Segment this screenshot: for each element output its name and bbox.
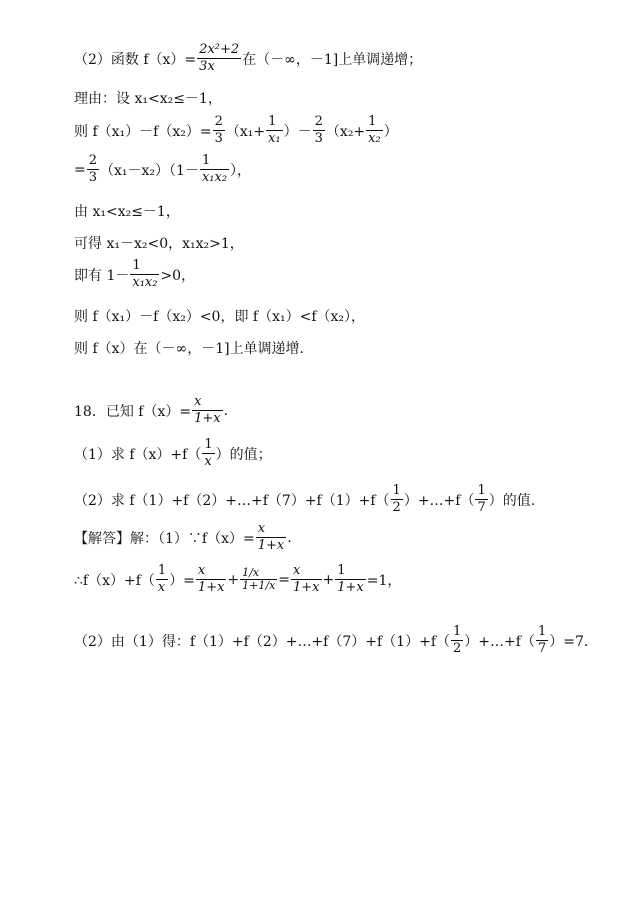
text: . xyxy=(223,402,229,419)
p2-line7 xyxy=(74,258,195,291)
denominator: 1+x xyxy=(194,411,221,426)
fraction xyxy=(213,114,225,147)
fraction xyxy=(291,563,322,596)
numerator: x xyxy=(257,521,266,536)
p2-line3 xyxy=(74,114,398,147)
denominator: x₁x₂ xyxy=(132,275,158,290)
text: . xyxy=(287,529,292,546)
numerator: 1 xyxy=(368,114,377,129)
numerator: 2 xyxy=(88,153,98,168)
numerator: 1 xyxy=(132,258,141,273)
numerator: 1 xyxy=(204,437,213,452)
numerator: 1 xyxy=(537,624,547,639)
fraction xyxy=(313,114,325,147)
text: + xyxy=(227,571,240,588)
text: ）=7. xyxy=(549,633,589,650)
text: （x₁－x₂）（1－ xyxy=(100,162,199,179)
text: = xyxy=(278,571,291,588)
denominator: 2 xyxy=(392,500,401,515)
q18-line5 xyxy=(74,563,401,596)
denominator: 3 xyxy=(88,170,98,185)
denominator: 1+x xyxy=(293,580,320,595)
text: 则 f（x）在（－∞，－1]上单调递增. xyxy=(74,341,305,357)
fraction xyxy=(391,483,403,516)
text: + xyxy=(322,571,335,588)
text: 即有 1－ xyxy=(74,267,130,284)
denominator: 7 xyxy=(477,500,486,515)
text: （2）由（1）得：f（1）+f（2）+…+f（7）+f（1）+f（ xyxy=(74,633,451,650)
p2-line8 xyxy=(74,306,365,326)
denominator: 3 xyxy=(314,131,323,146)
fraction xyxy=(200,153,229,186)
fraction xyxy=(202,437,214,470)
text: 则 f（x₁）－f（x₂）= xyxy=(74,123,212,140)
q18-line4 xyxy=(74,521,292,554)
text: 18．已知 f（x）= xyxy=(74,403,192,420)
numerator: x xyxy=(194,394,202,409)
numerator: x xyxy=(197,563,206,578)
fraction xyxy=(196,563,227,596)
numerator: 2 xyxy=(314,114,323,129)
text: （2）函数 f（x）= xyxy=(74,51,197,68)
text: 则 f（x₁）－f（x₂）<0，即 f（x₁）<f（x₂）， xyxy=(74,309,366,325)
fraction xyxy=(536,624,548,657)
text: ）+…+f（ xyxy=(464,633,535,650)
text: （2）求 f（1）+f（2）+…+f（7）+f（1）+f（ xyxy=(74,492,390,509)
text: 在（－∞，－1]上单调递增； xyxy=(242,51,423,68)
numerator: 1 xyxy=(337,563,346,578)
q18-line1 xyxy=(74,394,228,427)
text: 理由：设 x₁<x₂≤－1， xyxy=(74,91,222,107)
denominator: 2 xyxy=(453,641,462,656)
numerator: 1/x xyxy=(242,566,260,579)
text: ∴f（x）+f（ xyxy=(74,572,155,589)
numerator: 1 xyxy=(392,483,401,498)
denominator: x₂ xyxy=(368,131,381,146)
p2-line2 xyxy=(74,88,222,108)
numerator: 1 xyxy=(157,563,167,578)
numerator: x xyxy=(293,563,301,578)
text: 【解答】解：（1）∵f（x）= xyxy=(74,530,255,547)
numerator: 1 xyxy=(201,153,211,168)
numerator: 1 xyxy=(268,114,277,129)
denominator: 1+x xyxy=(197,580,225,595)
p2-line4 xyxy=(74,153,251,186)
p2-line1 xyxy=(74,42,422,75)
numerator: 2x²+2 xyxy=(199,42,240,57)
fraction xyxy=(266,114,283,147)
text: 可得 x₁－x₂<0，x₁x₂>1， xyxy=(74,236,244,252)
denominator: x₁x₂ xyxy=(201,170,228,185)
text: =1， xyxy=(366,572,402,589)
text: ）， xyxy=(230,162,252,179)
text: ）的值. xyxy=(488,492,536,509)
fraction xyxy=(451,624,463,657)
fraction xyxy=(192,394,223,427)
numerator: 1 xyxy=(477,483,486,498)
fraction xyxy=(87,153,99,186)
denominator: 1+1/x xyxy=(242,579,276,592)
denominator: 3x xyxy=(199,59,215,74)
denominator: x xyxy=(204,454,212,469)
text: （x₂+ xyxy=(325,123,366,140)
fraction xyxy=(197,42,241,75)
text: ）－ xyxy=(283,123,312,140)
text: >0， xyxy=(160,267,196,284)
denominator: 7 xyxy=(537,641,547,656)
fraction xyxy=(240,567,277,592)
fraction xyxy=(475,483,487,516)
text: ）+…+f（ xyxy=(403,492,475,509)
q18-line2 xyxy=(74,437,272,470)
denominator: 1+x xyxy=(337,580,364,595)
text: （1）求 f（x）+f（ xyxy=(74,446,202,463)
fraction xyxy=(256,521,287,554)
text: 由 x₁<x₂≤－1， xyxy=(74,204,180,220)
q18-line6 xyxy=(74,624,588,657)
denominator: 1+x xyxy=(257,538,285,553)
fraction xyxy=(366,114,383,147)
text: ）= xyxy=(169,572,195,589)
denominator: 3 xyxy=(214,131,223,146)
text: = xyxy=(74,161,86,178)
p2-line9 xyxy=(74,338,304,358)
text: ）的值； xyxy=(215,446,272,463)
text: ） xyxy=(383,123,398,140)
numerator: 2 xyxy=(214,114,223,129)
q18-line3 xyxy=(74,483,535,516)
fraction xyxy=(335,563,366,596)
p2-line5 xyxy=(74,201,180,221)
denominator: x₁ xyxy=(268,131,281,146)
text: （x₁+ xyxy=(225,123,266,140)
denominator: x xyxy=(157,580,166,595)
p2-line6 xyxy=(74,233,244,253)
numerator: 1 xyxy=(453,624,462,639)
fraction xyxy=(130,258,159,291)
fraction xyxy=(156,563,168,596)
